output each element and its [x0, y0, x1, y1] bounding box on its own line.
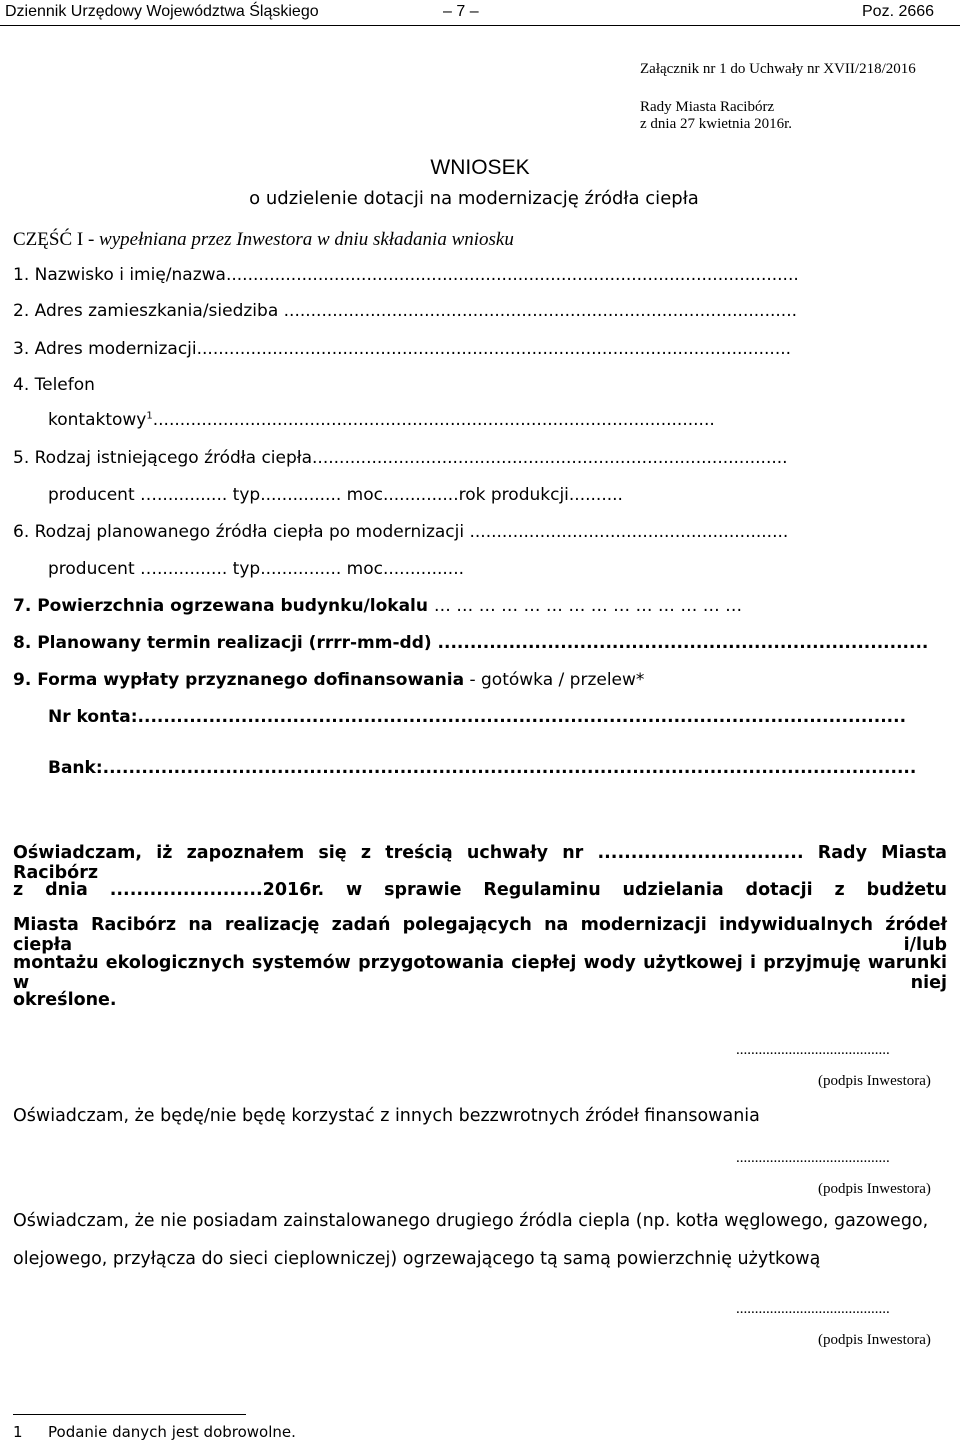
- field-account: Nr konta:.......................................................................................................................: [48, 707, 907, 727]
- signature-dots-2: .........................................: [736, 1150, 890, 1166]
- annex-line-2: Rady Miasta Racibórz: [640, 99, 775, 115]
- part-label: CZĘŚĆ I -: [13, 229, 95, 250]
- field-phone-sublabel: kontaktowy: [48, 410, 147, 430]
- footnote-number: 1: [13, 1423, 23, 1441]
- declaration3-line-1: Oświadczam, że nie posiadam zainstalowanego drugiego źródla ciepla (np. kotła węglowego, gazowego,: [13, 1211, 929, 1231]
- field-modernization-address: 3. Adres modernizacji..............................................................................................................: [13, 339, 792, 359]
- field-heated-area: [13, 596, 742, 616]
- signature-label-3: (podpis Inwestora): [818, 1332, 931, 1348]
- part-note: wypełniana przez Inwestora w dniu składania wniosku: [99, 229, 514, 250]
- field-phone-label: 4. Telefon: [13, 375, 95, 395]
- footnote-ref: 1: [146, 410, 153, 422]
- signature-label-1: (podpis Inwestora): [818, 1073, 931, 1089]
- field-planned-source: 6. Rodzaj planowanego źródła ciepła po modernizacji ...........................................................: [13, 522, 789, 542]
- signature-dots-1: .........................................: [736, 1042, 890, 1058]
- field-address: 2. Adres zamieszkania/siedziba ...............................................................................................: [13, 301, 798, 321]
- form-subtitle: o udzielenie dotacji na modernizację źródła ciepła: [249, 188, 699, 209]
- field-phone-dots: ........................................................................................................: [152, 410, 715, 430]
- field-planned-details: producent …............. typ............... moc...............: [48, 559, 465, 579]
- page-number: – 7 –: [443, 3, 479, 20]
- annex-line-1: Załącznik nr 1 do Uchwały nr XVII/218/2016: [640, 61, 916, 77]
- declaration3-line-2: olejowego, przyłącza do sieci cieplowniczej) ogrzewającego tą samą powierzchnię użytkową: [13, 1249, 821, 1269]
- field-bank: Bank:..............................................................................................................................: [48, 758, 917, 778]
- form-title: WNIOSEK: [430, 156, 530, 179]
- declaration2: Oświadczam, że będę/nie będę korzystać z innych bezzwrotnych źródeł finansowania: [13, 1106, 760, 1126]
- field-existing-details: producent …............. typ............... moc..............rok produkcji..........: [48, 485, 623, 505]
- declaration1-line-4: montażu ekologicznych systemów przygotowania ciepłej wody użytkowej i przyjmuję warunki w niej: [13, 953, 947, 993]
- field-heated-area-label: 7. Powierzchnia ogrzewana budynku/lokalu: [13, 596, 428, 616]
- journal-title: Dziennik Urzędowy Województwa Śląskiego: [5, 3, 319, 20]
- field-existing-source: 5. Rodzaj istniejącego źródła ciepła........................................................................................: [13, 448, 788, 468]
- signature-label-2: (podpis Inwestora): [818, 1181, 931, 1197]
- field-payment-options: - gotówka / przelew*: [464, 670, 645, 690]
- declaration1-line-2: z dnia .......................2016r. w sprawie Regulaminu udzielania dotacji z budżetu: [13, 880, 947, 900]
- declaration1-line-1: Oświadczam, iż zapoznałem się z treścią uchwały nr ............................... Rady Miasta Racibórz: [13, 843, 947, 883]
- position-number: Poz. 2666: [862, 3, 935, 20]
- header-divider: [0, 25, 960, 26]
- footnote-divider: [13, 1414, 246, 1415]
- field-name: 1. Nazwisko i imię/nazwa..........................................................................................................: [13, 265, 799, 285]
- declaration1-line-3: Miasta Racibórz na realizację zadań polegających na modernizacji indywidualnych źródeł ciepła i/lub: [13, 915, 947, 955]
- field-payment-label: 9. Forma wypłaty przyznanego dofinansowania: [13, 670, 465, 690]
- signature-dots-3: .........................................: [736, 1301, 890, 1317]
- field-phone: [48, 410, 715, 430]
- field-planned-date: 8. Planowany termin realizacji (rrrr-mm-dd) ............................................................................: [13, 633, 929, 653]
- declaration1-line-5: określone.: [13, 990, 117, 1010]
- part-heading: [13, 229, 514, 251]
- annex-line-3: z dnia 27 kwietnia 2016r.: [640, 116, 793, 132]
- field-payment-form: [13, 670, 644, 690]
- footnote-text: Podanie danych jest dobrowolne.: [48, 1423, 296, 1441]
- field-heated-area-dots: … … … … … … … … … … … … … …: [433, 596, 743, 616]
